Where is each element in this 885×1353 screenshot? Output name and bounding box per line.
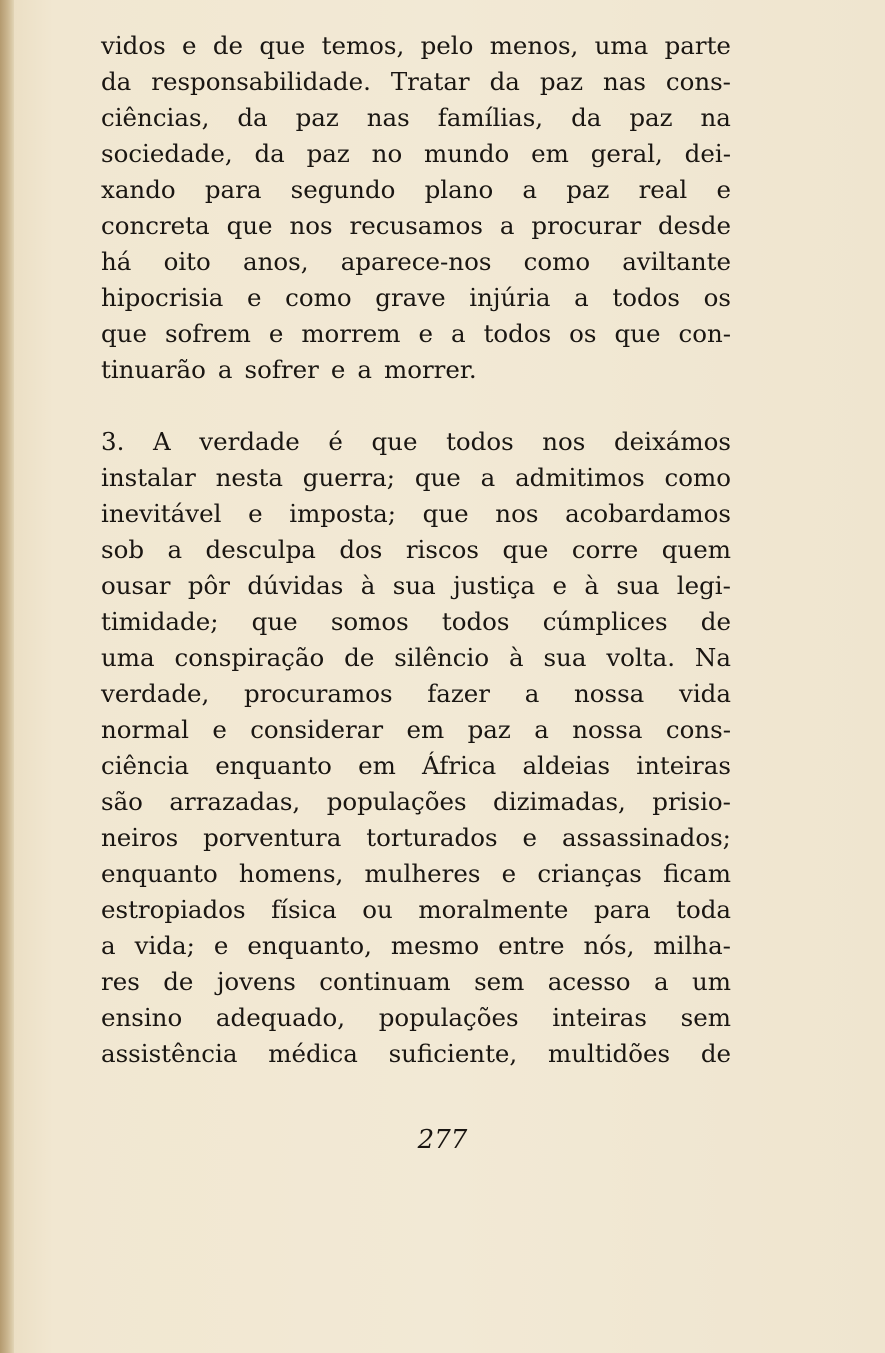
text-line — [101, 676, 731, 712]
word: ciências, — [101, 103, 210, 132]
word: em — [531, 139, 569, 168]
word: real — [638, 175, 688, 204]
word: a — [450, 319, 466, 348]
word: que — [371, 427, 418, 456]
body-text — [101, 28, 731, 1072]
text-line — [101, 784, 731, 820]
word: vida; — [134, 931, 195, 960]
word: suficiente, — [388, 1039, 518, 1068]
word: adequado, — [215, 1003, 345, 1032]
word: da — [489, 67, 520, 96]
word: quem — [661, 535, 731, 564]
paragraph — [101, 28, 731, 388]
word: para — [593, 895, 651, 924]
text-line — [101, 640, 731, 676]
word: todos — [446, 427, 514, 456]
word: torturados — [366, 823, 498, 852]
word: sofrem — [164, 319, 251, 348]
word: verdade — [199, 427, 300, 456]
word: assassinados; — [561, 823, 731, 852]
word: à — [508, 643, 524, 672]
word: desde — [658, 211, 731, 240]
text-line — [101, 28, 731, 64]
word: enquanto — [101, 859, 218, 888]
word: fazer — [427, 679, 491, 708]
word: de — [700, 1039, 731, 1068]
text-line — [101, 1036, 731, 1072]
word: em — [358, 751, 396, 780]
word: todos — [612, 283, 680, 312]
word: um — [691, 967, 731, 996]
paragraph-gap — [101, 388, 731, 424]
word: acesso — [547, 967, 631, 996]
word: os — [703, 283, 731, 312]
word: crianças — [537, 859, 642, 888]
word: ficam — [663, 859, 731, 888]
word: sob — [101, 535, 145, 564]
word: entre — [498, 931, 565, 960]
word: inteiras — [552, 1003, 647, 1032]
word: neiros — [101, 823, 179, 852]
word: responsabilidade. — [151, 67, 371, 96]
word: morrer. — [383, 355, 477, 384]
word: multidões — [548, 1039, 671, 1068]
word: a — [522, 175, 538, 204]
word: dos — [339, 535, 383, 564]
word: ciência — [101, 751, 189, 780]
word: e — [716, 175, 731, 204]
word: sofrer — [244, 355, 319, 384]
word: à — [584, 571, 599, 600]
word: parte — [664, 31, 731, 60]
text-line — [101, 892, 731, 928]
word: a — [574, 283, 589, 312]
word: recusamos — [349, 211, 483, 240]
word: porventura — [203, 823, 342, 852]
word: há — [101, 247, 132, 276]
word: conspiração — [174, 643, 325, 672]
text-line — [101, 748, 731, 784]
word: nas — [602, 67, 646, 96]
word: moralmente — [418, 895, 569, 924]
word: a — [480, 463, 496, 492]
word: enquanto, — [247, 931, 372, 960]
word: médica — [268, 1039, 358, 1068]
word: tinuarão — [101, 355, 206, 384]
word: ou — [362, 895, 393, 924]
word: para — [204, 175, 262, 204]
word: mundo — [424, 139, 510, 168]
word: de — [163, 967, 194, 996]
word: paz — [306, 139, 350, 168]
word: verdade, — [101, 679, 210, 708]
word: da — [237, 103, 268, 132]
word: ensino — [101, 1003, 183, 1032]
word: Na — [694, 643, 731, 672]
word: inevitável — [101, 499, 222, 528]
word: que — [422, 499, 469, 528]
word: sua — [392, 571, 436, 600]
word: e — [268, 319, 284, 348]
word: riscos — [405, 535, 480, 564]
text-line — [101, 136, 731, 172]
word: aparece-nos — [340, 247, 492, 276]
word: África — [422, 751, 497, 780]
word: segundo — [290, 175, 396, 204]
word: e — [212, 715, 227, 744]
word: inteiras — [636, 751, 731, 780]
word: procuramos — [244, 679, 393, 708]
word: a — [357, 355, 372, 384]
word: admitimos — [515, 463, 645, 492]
word: ousar — [101, 571, 171, 600]
word: que — [614, 319, 661, 348]
word: considerar — [250, 715, 384, 744]
word: paz — [629, 103, 673, 132]
word: todos — [483, 319, 552, 348]
word: volta. — [606, 643, 675, 672]
word: paz — [295, 103, 339, 132]
word: como — [664, 463, 731, 492]
word: todos — [441, 607, 510, 636]
text-line — [101, 928, 731, 964]
word: e — [248, 499, 263, 528]
word: aldeias — [522, 751, 611, 780]
text-line — [101, 352, 731, 388]
text-line — [101, 712, 731, 748]
word: legi- — [676, 571, 731, 600]
word: paz — [566, 175, 610, 204]
word: dúvidas — [247, 571, 344, 600]
word: que — [414, 463, 461, 492]
text-line — [101, 64, 731, 100]
text-line — [101, 280, 731, 316]
text-line — [101, 820, 731, 856]
word: e — [213, 931, 229, 960]
word: pelo — [420, 31, 474, 60]
word: cons- — [665, 67, 731, 96]
word: deixámos — [613, 427, 731, 456]
word: paz — [467, 715, 511, 744]
word: de — [700, 607, 731, 636]
word: paz — [539, 67, 584, 96]
word: hipocrisia — [101, 283, 224, 312]
word: plano — [424, 175, 494, 204]
word: que — [101, 319, 147, 348]
word: nos — [289, 211, 333, 240]
word: sem — [474, 967, 525, 996]
word: a — [653, 967, 669, 996]
word: em — [406, 715, 445, 744]
word: a — [217, 355, 233, 384]
word: que — [251, 607, 298, 636]
word: imposta; — [289, 499, 397, 528]
word: mulheres — [364, 859, 481, 888]
word: jovens — [216, 967, 296, 996]
word: e — [501, 859, 517, 888]
word: morrem — [301, 319, 401, 348]
word: 3. — [101, 427, 125, 456]
word: con- — [678, 319, 731, 348]
word: toda — [676, 895, 731, 924]
word: somos — [330, 607, 409, 636]
word: temos, — [321, 31, 405, 60]
word: da — [101, 67, 132, 96]
word: como — [523, 247, 591, 276]
text-line — [101, 172, 731, 208]
word: famílias, — [437, 103, 544, 132]
word: nos — [542, 427, 586, 456]
text-line — [101, 316, 731, 352]
word: de — [212, 31, 243, 60]
word: grave — [375, 283, 446, 312]
word: nossa — [574, 679, 645, 708]
word: a — [534, 715, 549, 744]
word: aviltante — [622, 247, 731, 276]
word: nós, — [583, 931, 635, 960]
word: normal — [101, 715, 189, 744]
word: à — [360, 571, 376, 600]
word: A — [152, 427, 171, 456]
text-line — [101, 604, 731, 640]
word: geral, — [590, 139, 663, 168]
text-line — [101, 856, 731, 892]
word: dei- — [684, 139, 731, 168]
word: são — [101, 787, 143, 816]
word: cons- — [665, 715, 731, 744]
word: arrazadas, — [169, 787, 301, 816]
text-line — [101, 460, 731, 496]
word: física — [271, 895, 337, 924]
word: da — [571, 103, 602, 132]
word: e — [552, 571, 567, 600]
word: e — [522, 823, 537, 852]
word: estropiados — [101, 895, 246, 924]
word: nesta — [215, 463, 283, 492]
word: assistência — [101, 1039, 238, 1068]
text-line — [101, 424, 731, 460]
word: na — [700, 103, 731, 132]
word: sociedade, — [101, 139, 233, 168]
word: e — [418, 319, 433, 348]
text-line — [101, 496, 731, 532]
text-line — [101, 1000, 731, 1036]
word: nos — [495, 499, 539, 528]
word: vida — [678, 679, 731, 708]
word: timidade; — [101, 607, 219, 636]
word: cúmplices — [542, 607, 668, 636]
word: dizimadas, — [493, 787, 626, 816]
word: vidos — [101, 31, 166, 60]
word: a — [101, 931, 116, 960]
word: no — [371, 139, 403, 168]
word: guerra; — [302, 463, 396, 492]
word: e — [330, 355, 346, 384]
word: da — [254, 139, 285, 168]
text-line — [101, 532, 731, 568]
word: enquanto — [215, 751, 332, 780]
word: justiça — [453, 571, 536, 600]
word: res — [101, 967, 140, 996]
word: a — [499, 211, 515, 240]
word: que — [502, 535, 549, 564]
word: homens, — [238, 859, 344, 888]
word: populações — [326, 787, 467, 816]
word: e — [182, 31, 197, 60]
text-line — [101, 208, 731, 244]
text-line — [101, 568, 731, 604]
word: é — [328, 427, 343, 456]
text-line — [101, 244, 731, 280]
word: instalar — [101, 463, 196, 492]
word: sem — [680, 1003, 731, 1032]
word: sua — [616, 571, 660, 600]
paragraph — [101, 424, 731, 1072]
word: pôr — [187, 571, 230, 600]
word: de — [344, 643, 375, 672]
word: como — [285, 283, 352, 312]
word: e — [247, 283, 262, 312]
word: anos, — [242, 247, 309, 276]
word: silêncio — [394, 643, 490, 672]
word: acobardamos — [565, 499, 731, 528]
page-number: 277 — [417, 1125, 468, 1155]
word: oito — [163, 247, 211, 276]
word: procurar — [531, 211, 642, 240]
word: a — [167, 535, 183, 564]
text-line — [101, 964, 731, 1000]
word: populações — [378, 1003, 519, 1032]
word: que — [226, 211, 273, 240]
word: Tratar — [390, 67, 470, 96]
word: sua — [543, 643, 587, 672]
word: desculpa — [205, 535, 316, 564]
word: que — [259, 31, 306, 60]
word: a — [524, 679, 540, 708]
word: nossa — [572, 715, 643, 744]
word: prisio- — [652, 787, 731, 816]
word: uma — [594, 31, 649, 60]
word: uma — [101, 643, 155, 672]
word: menos, — [489, 31, 579, 60]
word: continuam — [319, 967, 451, 996]
word: mesmo — [390, 931, 480, 960]
text-line — [101, 100, 731, 136]
word: nas — [366, 103, 410, 132]
word: xando — [101, 175, 176, 204]
word: milha- — [653, 931, 731, 960]
word: corre — [571, 535, 639, 564]
word: os — [569, 319, 597, 348]
word: concreta — [101, 211, 210, 240]
word: injúria — [469, 283, 551, 312]
